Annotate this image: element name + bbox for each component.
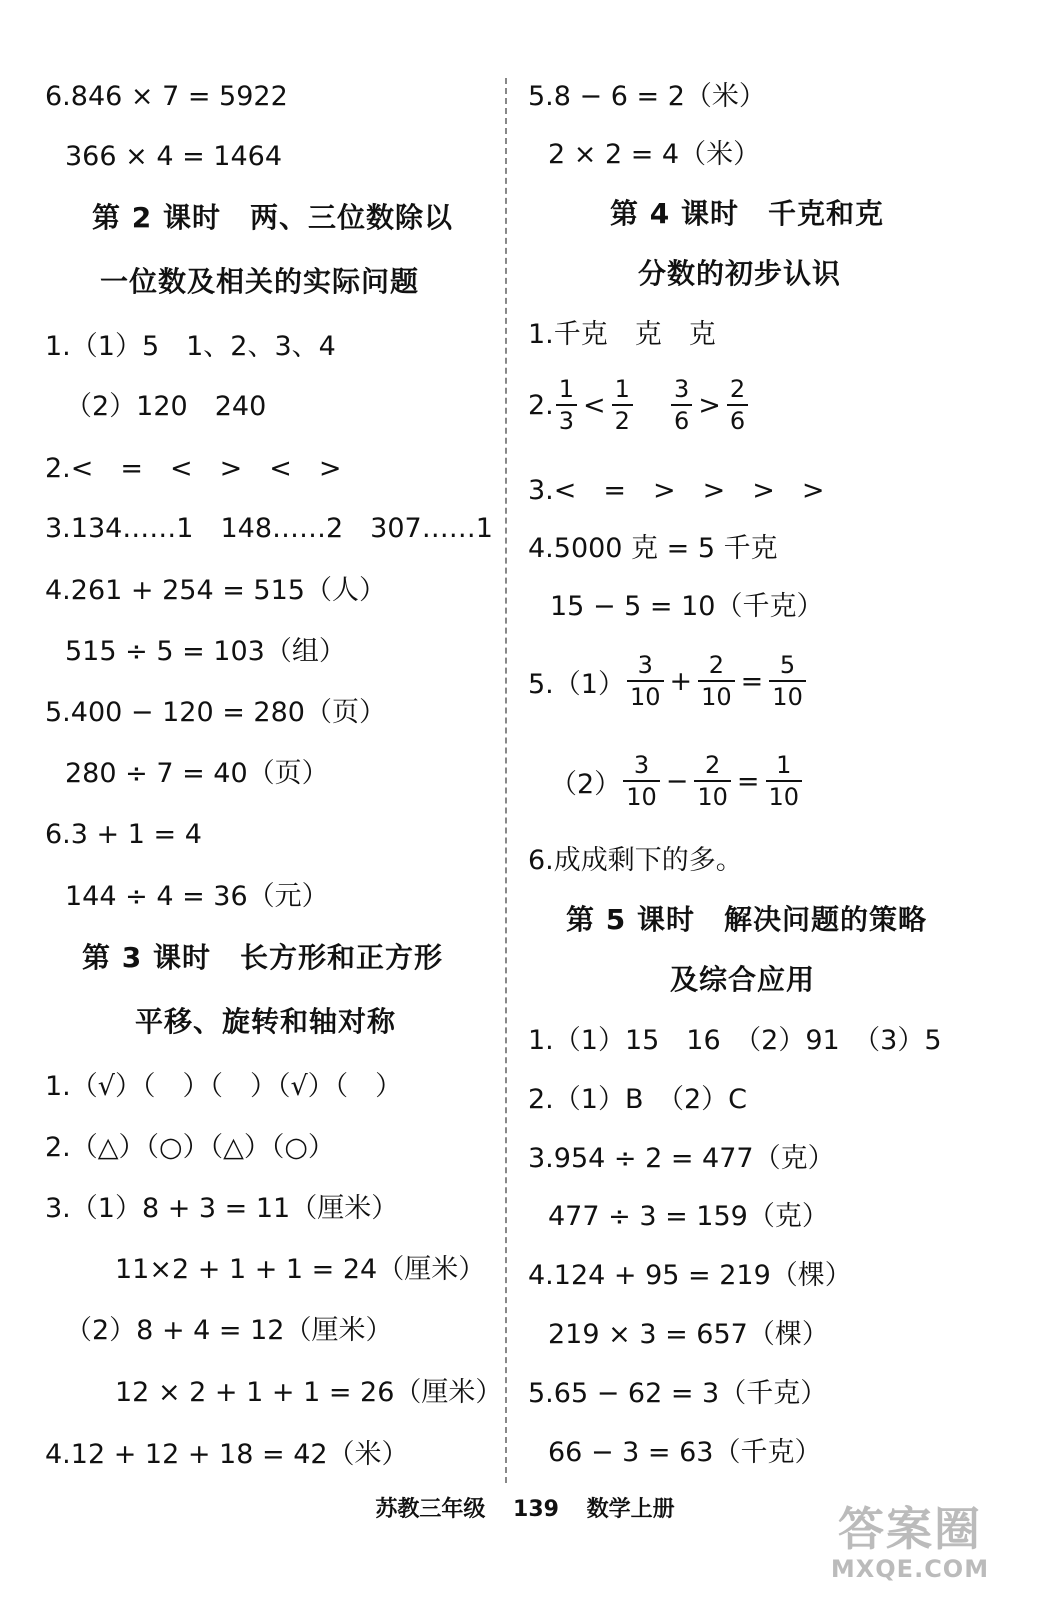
lesson-heading: 分数的初步认识 — [638, 257, 842, 290]
answer-line: 5.8 − 6 = 2（米） — [528, 81, 766, 112]
lesson-heading: 第 3 课时 长方形和正方形 — [82, 941, 443, 974]
answer-line: 12 × 2 + 1 + 1 = 26（厘米） — [115, 1377, 503, 1408]
denominator: 10 — [629, 683, 661, 711]
denominator: 3 — [558, 407, 575, 435]
answer-line: 2.（△）（○）（△）（○） — [45, 1132, 335, 1163]
lesson-heading: 第 5 课时 解决问题的策略 — [566, 903, 927, 936]
answer-line: 5.65 − 62 = 3（千克） — [528, 1378, 828, 1409]
answer-line: 6.846 × 7 = 5922 — [45, 81, 288, 112]
footer-subject: 数学上册 — [586, 1497, 675, 1522]
fraction — [694, 750, 731, 812]
answer-line: 1.（1）15 16 （2）91 （3）5 — [528, 1025, 942, 1056]
fraction — [698, 650, 735, 712]
numerator: 2 — [694, 750, 731, 782]
answer-line: 11×2 + 1 + 1 = 24（厘米） — [115, 1254, 486, 1285]
numerator: 3 — [627, 650, 664, 682]
denominator: 10 — [701, 683, 732, 711]
answer-line: 6.3 + 1 = 4 — [45, 819, 202, 850]
answer-line: 15 − 5 = 10（千克） — [550, 591, 824, 622]
answer-line: 4.124 + 95 = 219（棵） — [528, 1260, 852, 1291]
answer-line: 219 × 3 = 657（棵） — [548, 1319, 829, 1350]
item-number: 2. — [528, 389, 554, 421]
answer-line: 2.< = < > < > — [45, 453, 342, 484]
fraction — [612, 374, 633, 436]
answer-line: 3.（1）8 + 3 = 11（厘米） — [45, 1193, 399, 1224]
denominator: 6 — [673, 407, 690, 435]
answer-line: 3.954 ÷ 2 = 477（克） — [528, 1143, 835, 1174]
fraction — [627, 650, 664, 712]
denominator: 10 — [768, 783, 800, 811]
fraction-equation-line — [550, 750, 804, 812]
answer-line: 515 ÷ 5 = 103（组） — [65, 636, 346, 667]
answer-line: 280 ÷ 7 = 40（页） — [65, 758, 329, 789]
denominator: 10 — [697, 783, 728, 811]
answer-line: 4.5000 克 = 5 千克 — [528, 533, 778, 564]
lesson-heading: 平移、旋转和轴对称 — [135, 1005, 397, 1038]
answer-line: （2）120 240 — [65, 391, 267, 422]
answer-line: 2 × 2 = 4（米） — [548, 139, 761, 170]
lesson-heading: 第 4 课时 千克和克 — [610, 197, 884, 230]
numerator: 1 — [612, 374, 633, 406]
fraction-equation-line — [528, 650, 808, 712]
answer-line: （2）8 + 4 = 12（厘米） — [65, 1315, 393, 1346]
denominator: 2 — [614, 407, 630, 435]
lesson-heading: 及综合应用 — [670, 963, 816, 996]
watermark-logo — [810, 1502, 1010, 1584]
answer-line: 3.< = > > > > — [528, 475, 825, 506]
answer-line: 477 ÷ 3 = 159（克） — [548, 1201, 829, 1232]
fraction — [727, 374, 748, 436]
lesson-heading: 第 2 课时 两、三位数除以 — [92, 201, 453, 234]
answer-line: 366 × 4 = 1464 — [65, 141, 283, 172]
watermark-url: MXQE.COM — [830, 1555, 990, 1583]
denominator: 6 — [729, 407, 746, 435]
numerator: 2 — [698, 650, 735, 682]
fraction — [671, 374, 692, 436]
denominator: 10 — [626, 783, 657, 811]
fraction — [766, 750, 803, 812]
numerator: 3 — [671, 374, 692, 406]
watermark-text: 答案圈 — [838, 1502, 982, 1556]
denominator: 10 — [772, 683, 803, 711]
equals-sign: = — [740, 665, 764, 697]
numerator: 1 — [766, 750, 803, 782]
fraction — [769, 650, 806, 712]
operator: + — [669, 665, 693, 697]
equals-sign: = — [736, 765, 760, 797]
answer-line: 1.千克 克 克 — [528, 319, 716, 350]
numerator: 1 — [556, 374, 577, 406]
footer-grade: 苏教三年级 — [375, 1497, 486, 1522]
answer-line: 2.（1）B （2）C — [528, 1084, 747, 1115]
numerator: 3 — [623, 750, 660, 782]
numerator: 2 — [727, 374, 748, 406]
answer-line: 144 ÷ 4 = 36（元） — [65, 881, 329, 912]
fraction — [556, 374, 577, 436]
lesson-heading: 一位数及相关的实际问题 — [100, 265, 420, 298]
answer-line: 4.12 + 12 + 18 = 42（米） — [45, 1439, 409, 1470]
item-number: （2） — [550, 768, 622, 800]
fraction-comparison-line — [528, 374, 750, 436]
comparison-sign: > — [698, 389, 721, 421]
fraction — [623, 750, 660, 812]
column-divider — [505, 78, 507, 1483]
numerator: 5 — [769, 650, 806, 682]
answer-line: 4.261 + 254 = 515（人） — [45, 575, 386, 606]
answer-line: 1.（√）（ ）（ ）（√）（ ） — [45, 1071, 403, 1102]
answer-line: 6.成成剩下的多。 — [528, 845, 743, 876]
operator: − — [665, 765, 689, 797]
page-number: 139 — [513, 1497, 559, 1522]
answer-line: 3.134……1 148……2 307……1 — [45, 513, 493, 544]
answer-line: 66 − 3 = 63（千克） — [548, 1437, 822, 1468]
item-number: 5.（1） — [528, 668, 625, 700]
comparison-sign: < — [583, 389, 606, 421]
answer-line: 1.（1）5 1、2、3、4 — [45, 331, 336, 362]
answer-line: 5.400 − 120 = 280（页） — [45, 697, 386, 728]
